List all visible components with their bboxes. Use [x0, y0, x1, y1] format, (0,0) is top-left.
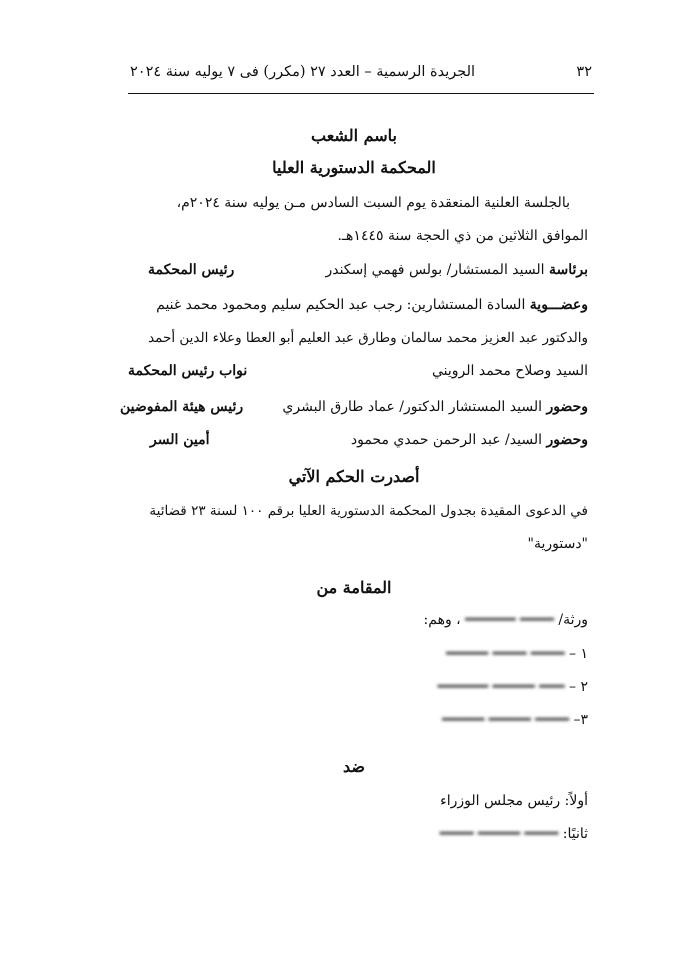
publication-info: الجريدة الرسمية – العدد ٢٧ (مكرر) فى ٧ يوليه سنة ٢٠٢٤ [130, 64, 476, 80]
page-header [130, 64, 592, 80]
intro-line-1: بالجلسة العلنية المنعقدة يوم السبت السادس مـن يوليه سنة ٢٠٢٤م، [176, 195, 570, 211]
presidency-label: برئاسة [548, 262, 588, 278]
attendance-label-1: وحضور [546, 399, 588, 415]
plaintiffs-title: المقامة من [316, 578, 392, 597]
attendance-text-2: السيد/ عبد الرحمن حمدي محمود [350, 432, 542, 448]
attendance-text-1: السيد المستشار الدكتور/ عماد طارق البشري [282, 399, 542, 415]
plaintiff-item-2 [120, 679, 588, 695]
defendant-2-prefix: ثانيًا: [562, 826, 588, 842]
presidency-role: رئيس المحكمة [148, 262, 235, 278]
title-in-the-name-of-the-people: باسم الشعب [311, 126, 397, 145]
heirs-prefix: ورثة/ [558, 612, 588, 628]
case-line-1: في الدعوى المقيدة بجدول المحكمة الدستورية العليا برقم ١٠٠ لسنة ٢٣ قضائية [149, 503, 588, 519]
membership-line-1 [120, 297, 588, 313]
heirs-line [120, 612, 588, 628]
attendance-row-2 [120, 432, 588, 448]
attendance-role-1: رئيس هيئة المفوضين [120, 399, 244, 415]
defendant-1: أولاً: رئيس مجلس الوزراء [440, 793, 588, 809]
membership-label: وعضـــوية [529, 297, 588, 313]
redacted-name: ━━━ ━━━━━ ━━━━━━ [437, 679, 565, 695]
membership-text-1: السادة المستشارين: رجب عبد الحكيم سليم ومحمود محمد غنيم [156, 297, 526, 313]
redacted-name: ━━━━ ━━━━━ ━━━━━ [442, 712, 570, 728]
plaintiff-item-3 [120, 712, 588, 728]
redacted-name: ━━━━ ━━━━ ━━━━━ [446, 646, 565, 662]
redacted-name: ━━━━ ━━━━━━ [465, 612, 554, 628]
attendance-label-2: وحضور [546, 432, 588, 448]
case-line-2: "دستورية" [527, 536, 588, 552]
header-divider [128, 93, 594, 94]
plaintiff-number-1: ١ – [569, 646, 588, 662]
membership-line-3 [120, 363, 588, 379]
title-court-name: المحكمة الدستورية العليا [272, 158, 436, 177]
verdict-title: أصدرت الحكم الآتي [288, 467, 420, 486]
presidency-row [120, 262, 588, 278]
versus-label: ضد [343, 757, 365, 776]
membership-text-3: السيد وصلاح محمد الرويني [431, 363, 588, 379]
page-number: ٣٢ [576, 64, 592, 80]
plaintiff-item-1 [120, 646, 588, 662]
plaintiff-number-3: ٣– [573, 712, 588, 728]
defendant-2 [120, 826, 588, 842]
attendance-role-2: أمين السر [150, 432, 210, 448]
membership-line-2: والدكتور عبد العزيز محمد سالمان وطارق عبد العليم أبو العطا وعلاء الدين أحمد [148, 330, 588, 346]
membership-role: نواب رئيس المحكمة [128, 363, 248, 379]
presidency-text: السيد المستشار/ بولس فهمي إسكندر [325, 262, 545, 278]
attendance-row-1 [120, 399, 588, 415]
redacted-name: ━━━━ ━━━━━ ━━━━ [439, 826, 559, 842]
plaintiff-number-2: ٢ – [569, 679, 588, 695]
intro-line-2: الموافق الثلاثين من ذي الحجة سنة ١٤٤٥هـ. [337, 228, 588, 244]
heirs-suffix: ، وهم: [423, 612, 461, 628]
